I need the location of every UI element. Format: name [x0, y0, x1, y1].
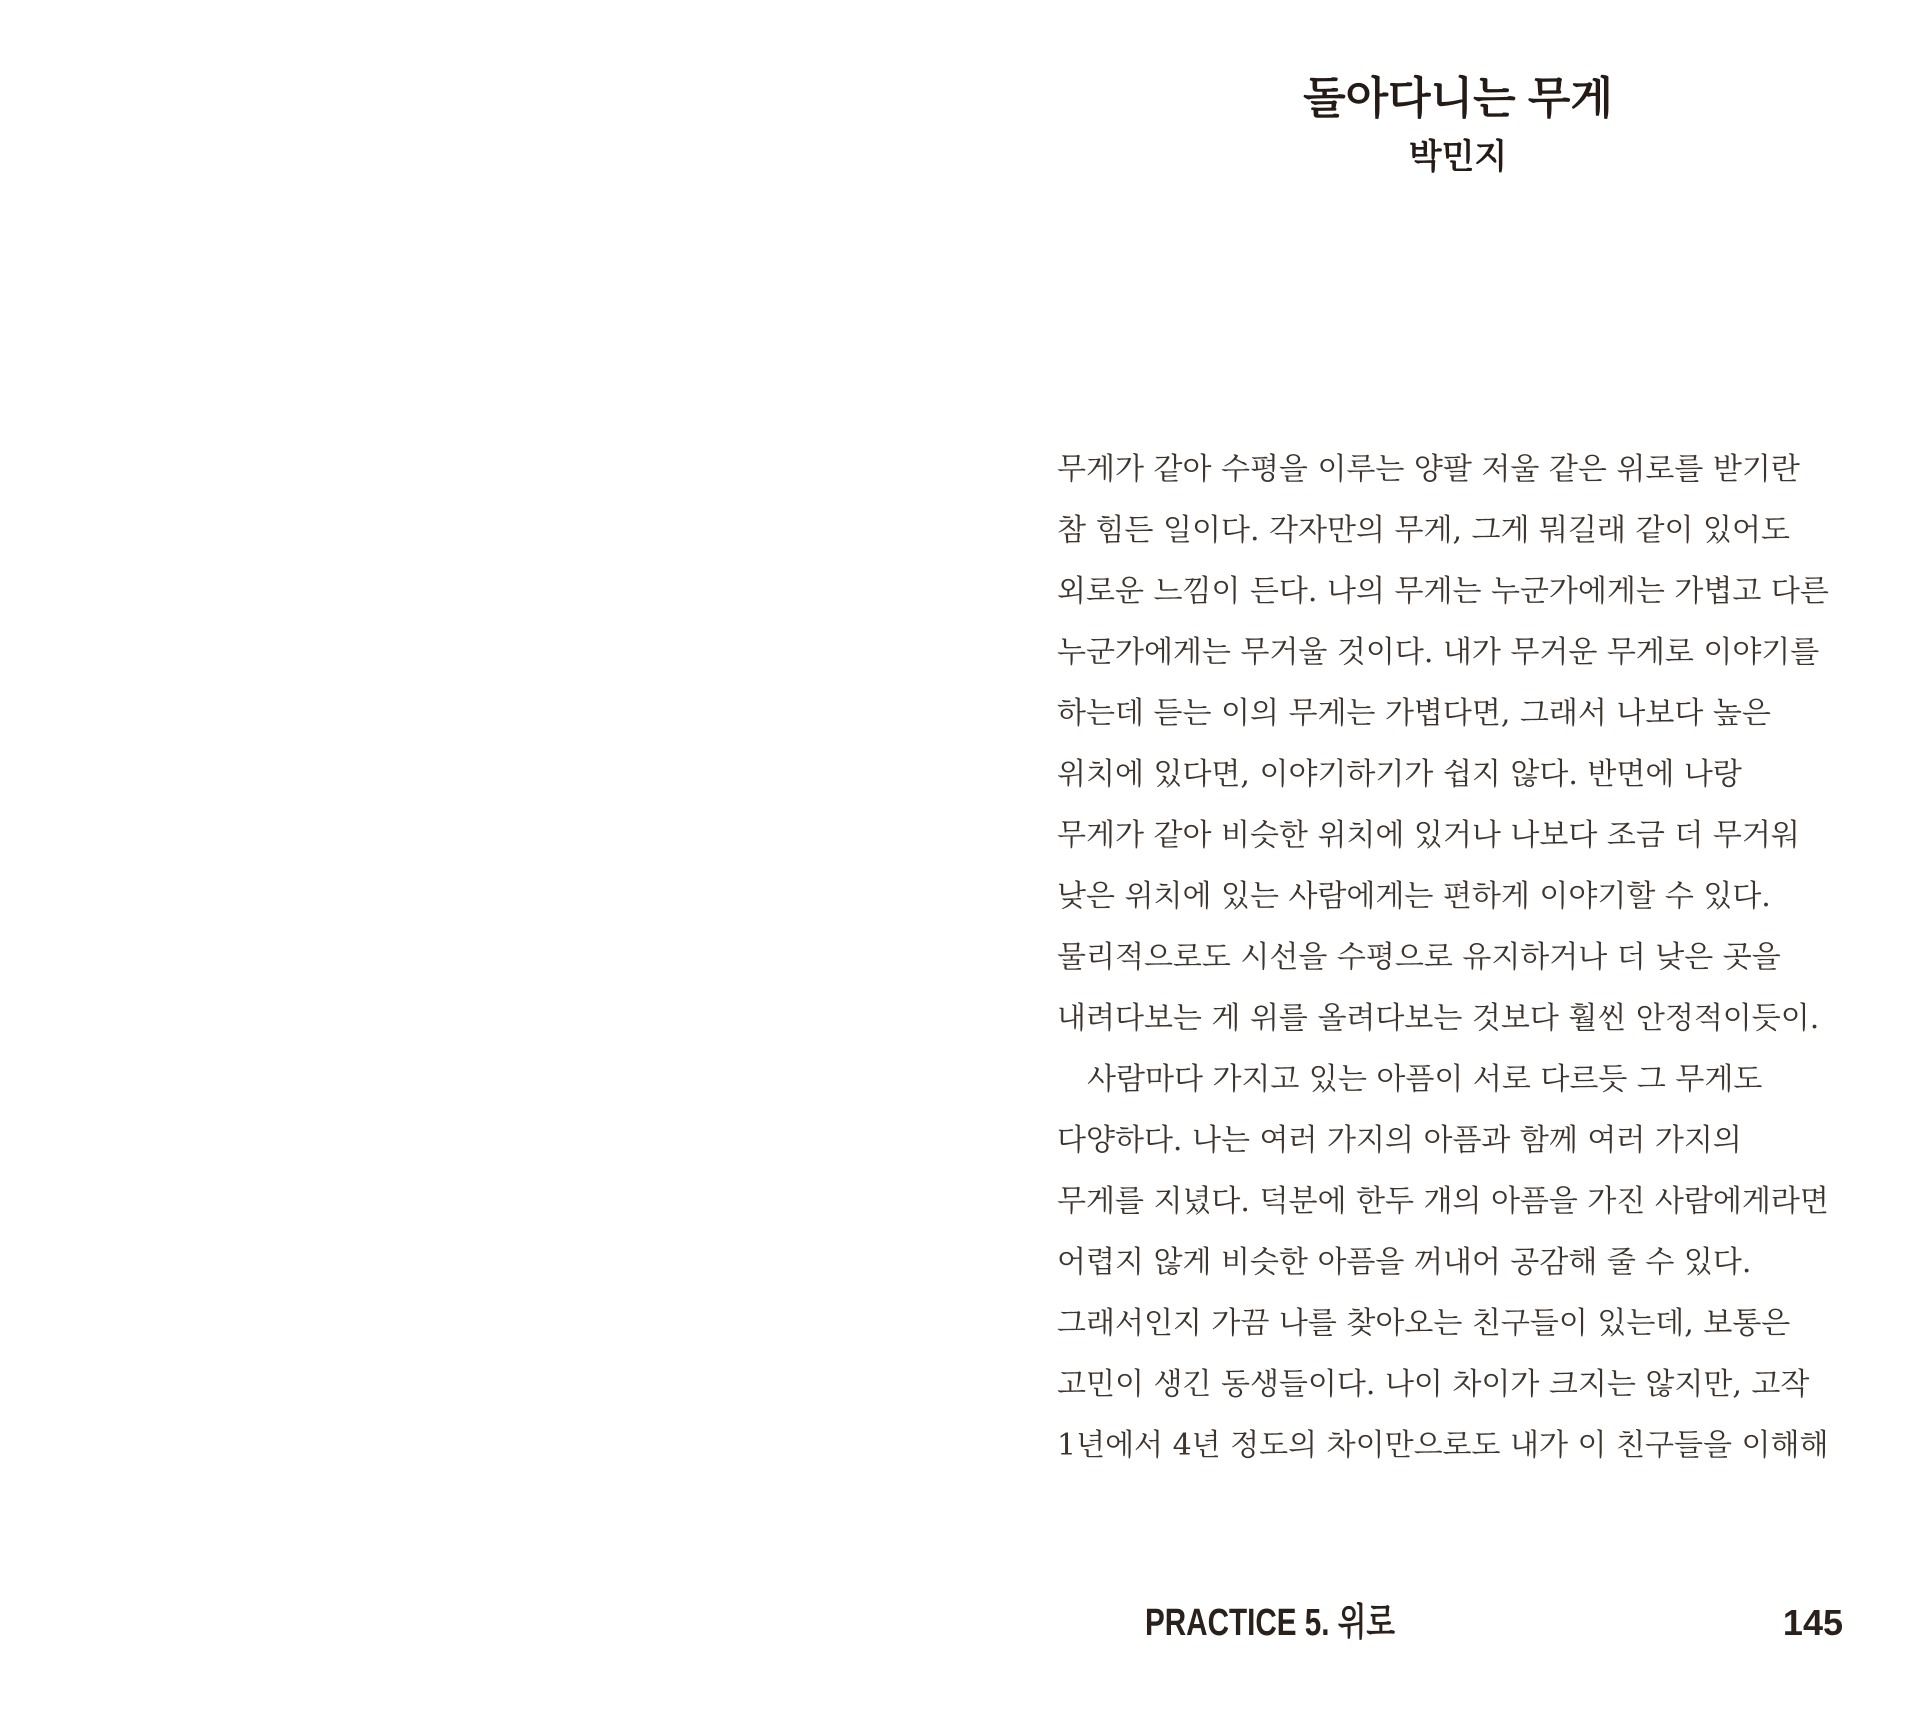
- body-text-line: 외로운 느낌이 든다. 나의 무게는 누군가에게는 가볍고 다른: [1057, 574, 1829, 609]
- body-text-line: 1년에서 4년 정도의 차이만으로도 내가 이 친구들을 이해해: [1057, 1428, 1829, 1463]
- body-text-line: 고민이 생긴 동생들이다. 나이 차이가 크지는 않지만, 고작: [1057, 1367, 1810, 1402]
- body-text-line: 낮은 위치에 있는 사람에게는 편하게 이야기할 수 있다.: [1057, 879, 1771, 914]
- body-text-line: 내려다보는 게 위를 올려다보는 것보다 훨씬 안정적이듯이.: [1057, 1001, 1820, 1036]
- body-text-column: [1057, 439, 1880, 1476]
- body-text-line: 무게가 같아 비슷한 위치에 있거나 나보다 조금 더 무거워: [1057, 818, 1800, 853]
- page-title: 돌아다니는 무게: [1303, 74, 1613, 123]
- chapter-heading: [1048, 69, 1868, 187]
- body-text-line: 누군가에게는 무거울 것이다. 내가 무거운 무게로 이야기를: [1057, 635, 1820, 670]
- body-text-line: 하는데 듣는 이의 무게는 가볍다면, 그래서 나보다 높은: [1057, 696, 1771, 731]
- body-text-line: 그래서인지 가끔 나를 찾아오는 친구들이 있는데, 보통은: [1057, 1306, 1791, 1341]
- body-text-line: 사람마다 가지고 있는 아픔이 서로 다르듯 그 무게도: [1057, 1062, 1763, 1097]
- author-name: 박민지: [1408, 138, 1508, 176]
- body-text-line: 다양하다. 나는 여러 가지의 아픔과 함께 여러 가지의: [1057, 1123, 1742, 1158]
- body-text-line: 어렵지 않게 비슷한 아픔을 꺼내어 공감해 줄 수 있다.: [1057, 1245, 1752, 1280]
- body-text-line: 무게를 지녔다. 덕분에 한두 개의 아픔을 가진 사람에게라면: [1057, 1184, 1829, 1219]
- page-number: 145: [1782, 1602, 1843, 1643]
- body-text-line: 참 힘든 일이다. 각자만의 무게, 그게 뭐길래 같이 있어도: [1057, 513, 1790, 548]
- body-text-line: 위치에 있다면, 이야기하기가 쉽지 않다. 반면에 나랑: [1057, 757, 1742, 792]
- body-text-line: 무게가 같아 수평을 이루는 양팔 저울 같은 위로를 받기란: [1057, 452, 1800, 487]
- running-footer-section-label: PRACTICE 5. 위로: [1145, 1602, 1395, 1644]
- body-text-line: 물리적으로도 시선을 수평으로 유지하거나 더 낮은 곳을: [1057, 940, 1781, 975]
